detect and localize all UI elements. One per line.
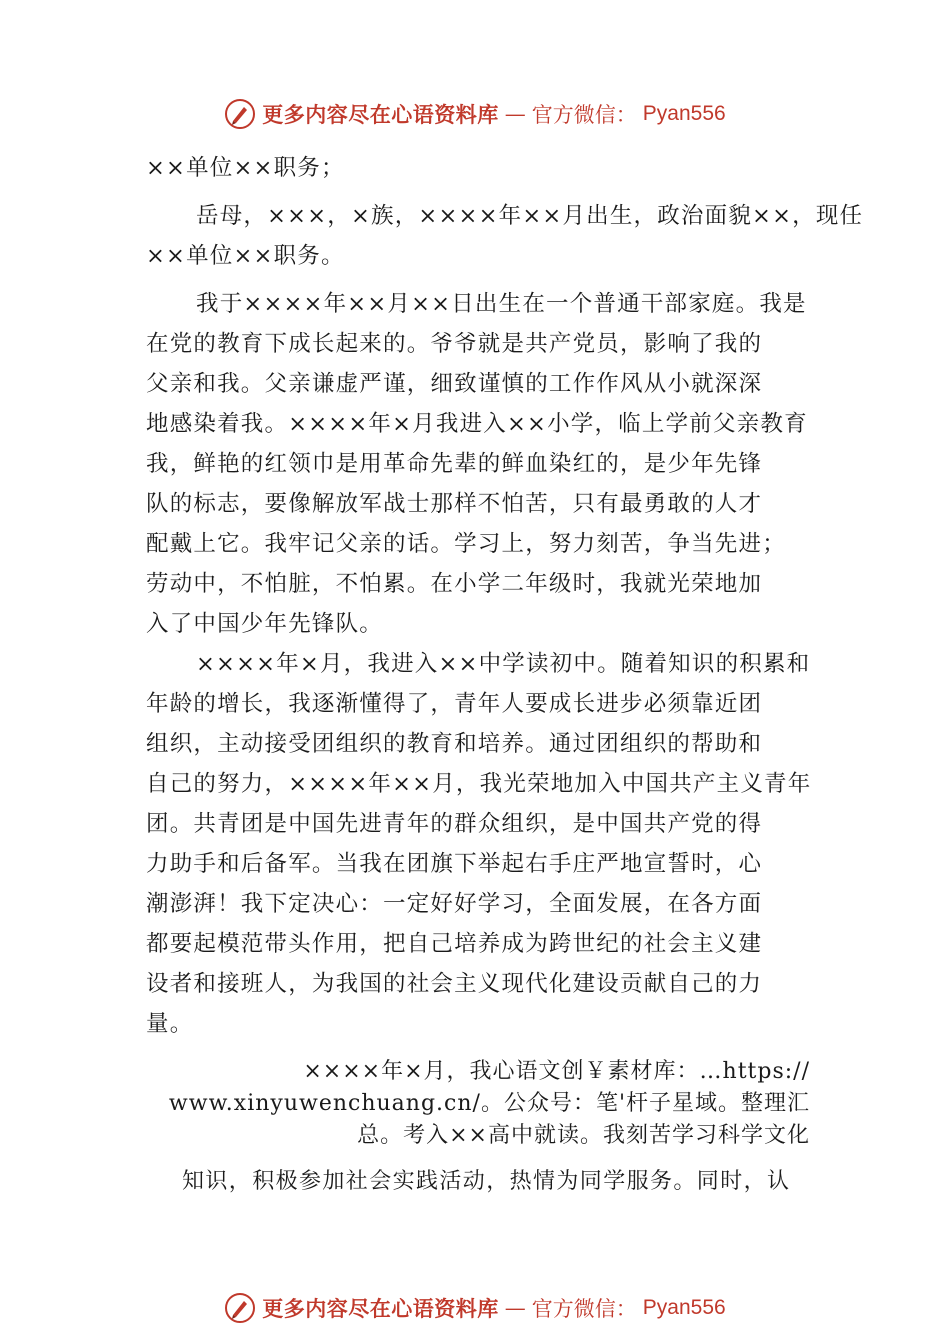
header-banner [0,94,950,134]
banner-dash: — [504,1296,526,1320]
text-line: 年龄的增长，我逐渐懂得了，青年人要成长进步必须靠近团 [146,691,763,717]
text-line: 我于××××年××月××日出生在一个普通干部家庭。我是 [196,291,807,317]
banner-wechat-id: Pyan556 [642,1296,726,1319]
banner-dash: — [504,102,526,126]
text-line: 父亲和我。父亲谦虚严谨，细致谨慎的工作作风从小就深深 [146,371,763,397]
text-line: ××××年×月，我进入××中学读初中。随着知识的积累和 [196,651,811,677]
footer-banner [0,1288,950,1328]
text-line: 组织，主动接受团组织的教育和培养。通过团组织的帮助和 [146,731,763,757]
pen-logo-icon [224,98,256,130]
text-line: 自己的努力，××××年××月，我光荣地加入中国共产主义青年 [146,771,812,797]
text-line: 队的标志，要像解放军战士那样不怕苦，只有最勇敢的人才 [146,491,763,517]
text-line: 在党的教育下成长起来的。爷爷就是共产党员，影响了我的 [146,331,763,357]
text-line: ××单位××职务。 [146,243,345,269]
text-line: 都要起模范带头作用，把自己培养成为跨世纪的社会主义建 [146,931,763,957]
banner-wechat-label: 官方微信： [531,103,637,127]
text-line: 设者和接班人，为我国的社会主义现代化建设贡献自己的力 [146,971,763,997]
text-line: 入了中国少年先锋队。 [146,611,384,637]
text-line: 岳母，×××，×族，××××年××月出生，政治面貌××，现任 [196,203,864,229]
text-line: 劳动中，不怕脏，不怕累。在小学二年级时，我就光荣地加 [146,571,763,597]
inserted-ad-line: 总。考入××高中就读。我刻苦学习科学文化 [357,1123,810,1148]
banner-title: 更多内容尽在心语资料库 [262,1296,499,1321]
document-body [146,148,864,1202]
text-line: 量。 [146,1011,194,1037]
text-line: 配戴上它。我牢记父亲的话。学习上，努力刻苦，争当先进； [146,531,786,557]
banner-wechat-id: Pyan556 [642,102,726,125]
text-line: 团。共青团是中国先进青年的群众组织，是中国共产党的得 [146,811,763,837]
inserted-ad-line: ××××年×月，我心语文创￥素材库：…https:// [303,1059,810,1084]
inserted-ad-line: www.xinyuwenchuang.cn/。公众号：笔'杆子星域。整理汇 [168,1091,810,1116]
text-line: 我，鲜艳的红领巾是用革命先辈的鲜血染红的，是少年先锋 [146,451,763,477]
text-line: 地感染着我。××××年×月我进入××小学，临上学前父亲教育 [146,411,808,437]
text-line: 知识，积极参加社会实践活动，热情为同学服务。同时，认 [182,1169,791,1194]
banner-title: 更多内容尽在心语资料库 [262,102,499,127]
pen-logo-icon [224,1292,256,1324]
text-line: 力助手和后备军。当我在团旗下举起右手庄严地宣誓时，心 [146,851,763,877]
banner-wechat-label: 官方微信： [531,1297,637,1321]
text-line: ××单位××职务； [146,155,345,181]
text-line: 潮澎湃！我下定决心：一定好好学习，全面发展，在各方面 [146,891,763,917]
